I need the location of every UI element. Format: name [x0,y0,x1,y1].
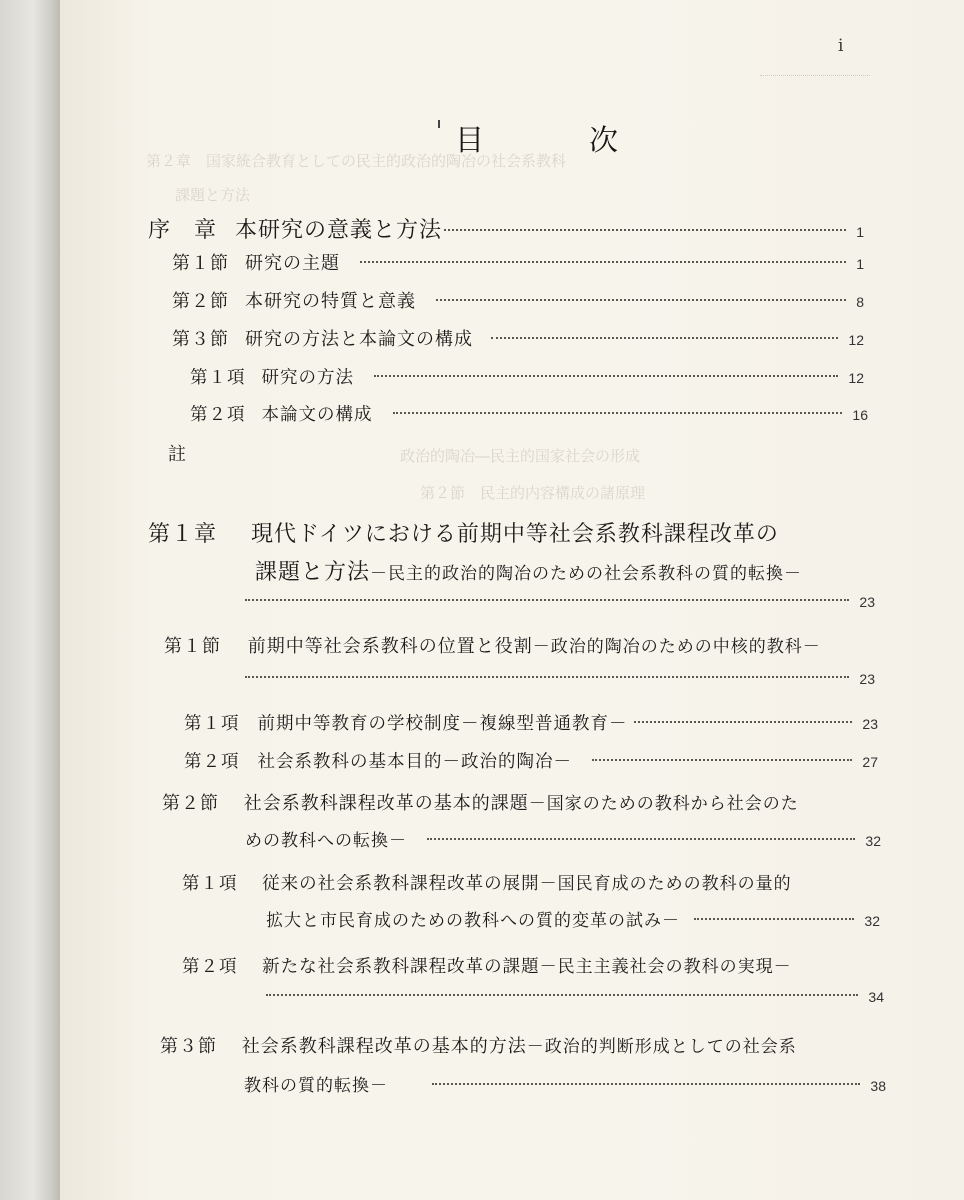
toc-entry-preface[interactable] [148,213,864,244]
entry-page: 34 [868,989,884,1005]
entry-label: 第１節 [164,636,221,657]
toc-entry-c1-s2-item-1[interactable] [182,869,792,895]
c1-section-1-leader-row [245,671,875,687]
show-through-text: 政治的陶冶―民主的国家社会の形成 [400,447,641,465]
book-gutter [0,0,60,1200]
entry-title-line1: 現代ドイツにおける前期中等社会系教科課程改革の [251,522,779,547]
entry-subtitle: －政治的判断形成としての社会系 [526,1037,797,1057]
dot-leader [374,375,838,377]
toc-entry-item[interactable] [190,364,864,389]
entry-subtitle-line2: めの教科への転換－ [245,831,407,851]
c1-s2-item-2-leader-row [266,989,884,1005]
dot-leader [634,721,853,723]
dot-leader [245,676,849,678]
dot-leader [491,337,838,339]
header-rule [760,75,870,76]
entry-page: 23 [859,671,875,687]
entry-subtitle-line2: 教科の質的転換－ [244,1076,388,1096]
page-title: 目 次 [455,123,657,157]
entry-title: 本研究の意義と方法 [235,218,443,243]
entry-label: 第３節 [172,329,229,350]
entry-title: 研究の主題 [245,253,340,274]
toc-entry-section[interactable] [172,325,864,351]
entry-label: 第２項 [184,752,240,772]
toc-entry-c1-s2-item-2[interactable] [182,952,792,978]
c1-section-3-line2 [244,1071,886,1096]
entry-label: 第２項 [190,405,246,425]
entry-page: 38 [870,1078,886,1094]
toc-entry-section[interactable] [172,249,864,275]
entry-page: 23 [859,594,875,610]
chapter-1-line2 [255,555,802,586]
entry-subtitle: －複線型普通教育－ [461,714,628,734]
entry-label: 第２節 [162,793,219,814]
entry-title: 前期中等社会系教科の位置と役割 [247,636,533,657]
dot-leader [444,229,846,231]
dot-leader [427,838,855,840]
entry-title: 本論文の構成 [261,405,373,425]
entry-page: 32 [864,913,880,929]
entry-page: 12 [848,332,864,348]
page-numeral: i [838,36,844,56]
dot-leader [436,299,846,301]
show-through-text: 第２節 民主的内容構成の諸原理 [420,484,646,502]
toc-entry-section[interactable] [172,287,864,313]
toc-entry-notes[interactable]: 註 [168,444,186,465]
toc-entry-item[interactable] [184,710,878,735]
dot-leader [432,1083,860,1085]
entry-subtitle: －国家のための教科から社会のた [528,794,799,814]
entry-title: 社会系教科課程改革の基本的方法 [241,1036,527,1057]
entry-label: 第２節 [172,291,229,312]
show-through-text: 課題と方法 [175,186,251,204]
entry-label: 第１項 [184,714,240,734]
c1-section-2-line2 [245,826,881,851]
entry-title: 研究の方法 [261,368,354,388]
entry-subtitle: －政治的陶冶のための中核的教科－ [532,637,821,657]
toc-entry-c1-section-2[interactable] [162,789,799,815]
entry-label: 第２項 [182,957,238,977]
dot-leader [694,918,854,920]
entry-subtitle: －政治的陶冶－ [442,752,572,772]
show-through-text: 第２章 国家統合教育としての民主的政治的陶冶の社会系教科 [146,152,567,170]
entry-page: 32 [865,833,881,849]
entry-page: 16 [852,407,868,423]
entry-page: 1 [856,256,864,272]
entry-page: 23 [862,716,878,732]
chapter-1-leader-row [245,594,875,610]
toc-entry-item[interactable] [190,401,868,426]
entry-page: 1 [856,224,864,240]
entry-title: 新たな社会系教科課程改革の課題 [262,957,540,977]
entry-subtitle: －国民育成のための教科の量的 [539,874,792,894]
dot-leader [592,759,852,761]
toc-entry-item[interactable] [184,748,878,773]
entry-page: 8 [856,294,864,310]
entry-title: 社会系教科課程改革の基本的課題 [243,793,529,814]
title-mark [438,120,440,128]
entry-subtitle: －民主的政治的陶冶のための社会系教科の質的転換－ [370,564,803,584]
entry-title: 研究の方法と本論文の構成 [245,329,473,350]
entry-label: 第１項 [182,874,238,894]
entry-label: 第１章 [148,522,218,547]
toc-entry-chapter-1[interactable] [148,517,779,548]
entry-label: 第１項 [190,368,246,388]
c1-s2-item-1-line2 [266,906,880,931]
entry-title: 従来の社会系教科課程改革の展開 [262,874,540,894]
entry-page: 27 [862,754,878,770]
dot-leader [393,412,843,414]
entry-label: 第３節 [160,1036,217,1057]
dot-leader [360,261,846,263]
entry-label: 第１節 [172,253,229,274]
entry-page: 12 [848,370,864,386]
entry-title: 社会系教科の基本目的 [257,752,443,772]
entry-title: 前期中等教育の学校制度 [257,714,461,734]
toc-entry-c1-section-1[interactable] [164,632,821,658]
dot-leader [245,599,849,601]
entry-subtitle-line2: 拡大と市民育成のための教科への質的変革の試み－ [266,911,680,931]
entry-title-line2: 課題と方法 [255,560,371,585]
toc-entry-c1-section-3[interactable] [160,1032,797,1058]
dot-leader [266,994,858,996]
entry-title: 本研究の特質と意義 [245,291,416,312]
entry-label: 序 章 [148,218,218,243]
entry-subtitle: －民主主義社会の教科の実現－ [539,957,792,977]
